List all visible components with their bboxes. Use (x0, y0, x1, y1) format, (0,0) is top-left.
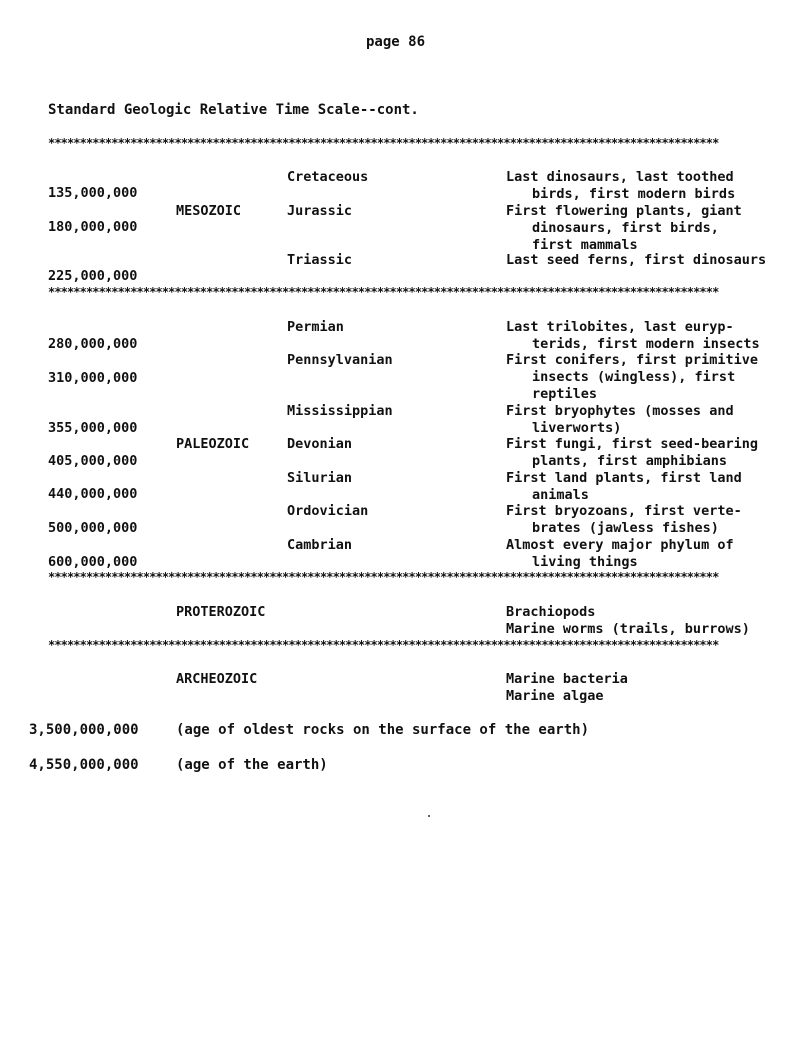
date-boundary: 355,000,000 (48, 420, 138, 436)
date-boundary: 600,000,000 (48, 554, 138, 570)
period-description: Last dinosaurs, last toothed birds, first modern birds (506, 169, 736, 202)
era-description: Marine bacteria (506, 671, 628, 687)
period-description: First bryozoans, first verte- brates (jawless fishes) (506, 503, 742, 536)
date-boundary: 440,000,000 (48, 486, 138, 502)
period-description: First bryophytes (mosses and liverworts) (506, 403, 734, 436)
era-name: MESOZOIC (176, 203, 242, 219)
period-description: Last seed ferns, first dinosaurs (506, 252, 767, 268)
date-boundary: 500,000,000 (48, 520, 138, 536)
period-name: Jurassic (287, 203, 353, 219)
date-boundary: 135,000,000 (48, 185, 138, 201)
period-name: Ordovician (287, 503, 369, 519)
date-note: (age of oldest rocks on the surface of the earth) (176, 722, 590, 738)
era-name: PROTEROZOIC (176, 604, 266, 620)
stray-mark (428, 815, 430, 817)
date-boundary: 405,000,000 (48, 453, 138, 469)
period-description: First land plants, first land animals (506, 470, 742, 503)
period-description: Last trilobites, last euryp- terids, first modern insects (506, 319, 760, 352)
period-name: Cambrian (287, 537, 353, 553)
era-description: Brachiopods (506, 604, 596, 620)
period-description: Almost every major phylum of living things (506, 537, 734, 570)
separator: ********************************************************************************************************** (48, 638, 719, 652)
period-name: Cretaceous (287, 169, 369, 185)
period-name: Pennsylvanian (287, 352, 393, 368)
period-description: First flowering plants, giant dinosaurs, first birds, first mammals (506, 203, 742, 253)
period-description: First fungi, first seed-bearing plants, first amphibians (506, 436, 758, 469)
period-name: Devonian (287, 436, 353, 452)
separator: ********************************************************************************************************** (48, 285, 719, 299)
period-name: Triassic (287, 252, 353, 268)
era-description: Marine algae (506, 688, 604, 704)
period-name: Silurian (287, 470, 353, 486)
date-boundary: 4,550,000,000 (29, 757, 139, 773)
page-number: page 86 (366, 34, 426, 50)
page-title: Standard Geologic Relative Time Scale--cont. (48, 102, 419, 118)
period-name: Mississippian (287, 403, 393, 419)
date-boundary: 225,000,000 (48, 268, 138, 284)
date-boundary: 180,000,000 (48, 219, 138, 235)
date-note: (age of the earth) (176, 757, 328, 773)
separator: ********************************************************************************************************** (48, 570, 719, 584)
era-name: ARCHEOZOIC (176, 671, 258, 687)
period-description: First conifers, first primitive insects (wingless), first reptiles (506, 352, 758, 402)
date-boundary: 280,000,000 (48, 336, 138, 352)
date-boundary: 3,500,000,000 (29, 722, 139, 738)
separator: ********************************************************************************************************** (48, 136, 719, 150)
period-name: Permian (287, 319, 344, 335)
date-boundary: 310,000,000 (48, 370, 138, 386)
era-description: Marine worms (trails, burrows) (506, 621, 750, 637)
era-name: PALEOZOIC (176, 436, 250, 452)
